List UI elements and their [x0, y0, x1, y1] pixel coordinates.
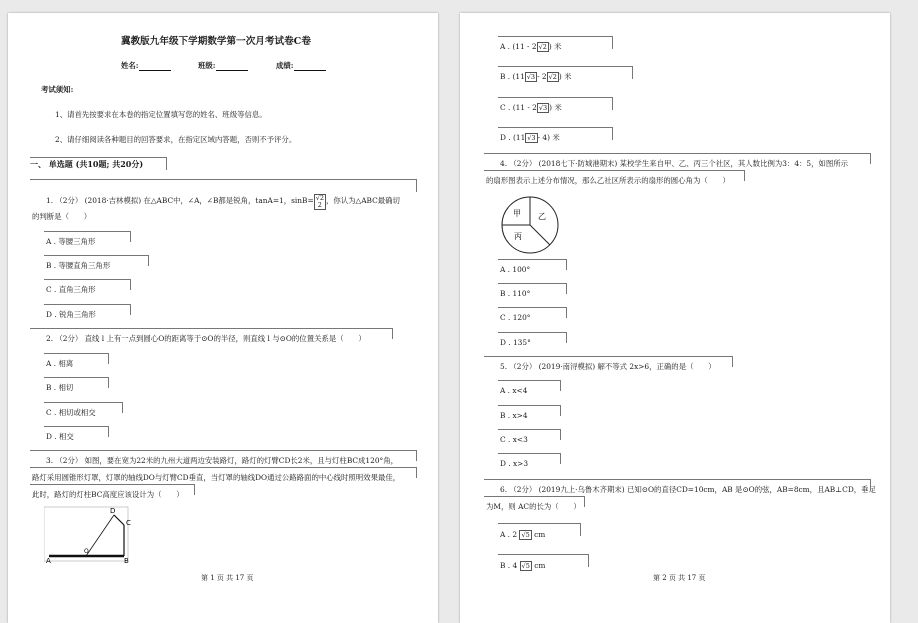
q5-option-b[interactable]: B . x>4: [500, 411, 528, 420]
pie-chart-figure: [500, 195, 562, 257]
prev-option-d[interactable]: D . (11 √3 - 4) 米: [500, 133, 560, 142]
q6-option-b[interactable]: B . 4 √5 cm: [500, 561, 546, 570]
name-blank[interactable]: [139, 70, 171, 71]
q4-option-d[interactable]: D . 135°: [500, 338, 531, 347]
q1-option-a[interactable]: A . 等腰三角形: [46, 237, 96, 246]
q2-option-c[interactable]: C . 相切或相交: [46, 408, 96, 417]
notice-item-2: 2、请仔细阅读各种题目的回答要求，在指定区域内答题，否则不予评分。: [55, 135, 297, 144]
figure-label-a: A: [46, 557, 51, 565]
question-6-stem-line1: 6. （2分） (2019九上·乌鲁木齐期末) 已知⊙O的直径CD=10cm，AB 是⊙O的弦，AB=8cm，且AB⊥CD，垂足: [500, 485, 876, 494]
question-6-stem-line2: 为M，则 AC的长为（ ）: [486, 502, 581, 511]
q1-option-d[interactable]: D . 锐角三角形: [46, 310, 96, 319]
q2-option-a[interactable]: A . 相离: [46, 359, 74, 368]
exam-title: 冀教版九年级下学期数学第一次月考试卷C卷: [121, 36, 311, 47]
fraction-sqrt2-over-2: √2 2: [315, 194, 324, 209]
score-blank[interactable]: [294, 70, 326, 71]
question-1-stem-line2: 的判断是（ ）: [32, 212, 92, 221]
q1-option-c[interactable]: C . 直角三角形: [46, 285, 96, 294]
question-4-stem-line2: 的扇形图表示上述分布情况，那么乙社区所表示的扇形的圆心角为（ ）: [486, 176, 730, 185]
q4-option-b[interactable]: B . 110°: [500, 289, 531, 298]
question-4-stem-line1: 4. （2分） (2018七下·防城港期末) 某校学生来自甲、乙、丙三个社区，其人数比例为3：4：5，如图所示: [500, 159, 849, 168]
notice-item-1: 1、请首先按要求在本卷的指定位置填写您的姓名、班级等信息。: [55, 110, 267, 119]
notice-heading: 考试须知:: [41, 85, 74, 94]
q6-option-a[interactable]: A . 2 √5 cm: [500, 530, 546, 539]
document-page-2: [460, 13, 890, 623]
figure-label-c: C: [126, 519, 131, 527]
streetlight-figure: [44, 505, 132, 565]
figure-label-d: D: [110, 507, 116, 515]
figure-label-b: B: [124, 557, 129, 565]
q5-option-d[interactable]: D . x>3: [500, 459, 529, 468]
prev-option-c[interactable]: C . (11 - 2 √3 ) 米: [500, 103, 562, 112]
page-footer-1: 第 1 页 共 17 页: [201, 574, 254, 582]
pie-label-jia: 甲: [513, 209, 521, 218]
q4-option-c[interactable]: C . 120°: [500, 313, 531, 322]
question-3-stem-line2: 路灯采用圆锥形灯罩，灯罩的轴线DO与灯臂CD垂直，当灯罩的轴线DO通过公路路面的中心线时照明效果最佳，: [32, 473, 401, 482]
pie-label-yi: 乙: [538, 212, 546, 221]
score-field: 成绩:: [276, 61, 326, 71]
question-3-stem-line3: 此时，路灯的灯柱BC高度应该设计为（ ）: [32, 490, 184, 499]
class-field: 班级:: [198, 61, 248, 71]
q2-option-b[interactable]: B . 相切: [46, 383, 74, 392]
prev-option-a[interactable]: A . (11 - 2 √2 ) 米: [500, 42, 562, 51]
question-5-stem: 5. （2分） (2019·南浔模拟) 解不等式 2x>6，正确的是（ ）: [500, 362, 716, 371]
page-footer-2: 第 2 页 共 17 页: [653, 574, 706, 582]
question-3-stem-line1: 3. （2分） 如图，要在宽为22米的九州大道两边安装路灯，路灯的灯臂CD长2米，且与灯柱BC成120°角，: [46, 456, 399, 465]
class-blank[interactable]: [216, 70, 248, 71]
q4-option-a[interactable]: A . 100°: [500, 265, 531, 274]
figure-label-o: O: [84, 548, 89, 555]
q5-option-a[interactable]: A . x<4: [500, 386, 528, 395]
section-heading-single-choice: 一、 单选题 (共10题; 共20分): [30, 159, 144, 169]
pie-label-bing: 丙: [514, 232, 522, 241]
document-page-1: [8, 13, 438, 623]
prev-option-b[interactable]: B . (11 √3 - 2 √2 ) 米: [500, 72, 572, 81]
name-field: 姓名:: [121, 61, 171, 71]
q5-option-c[interactable]: C . x<3: [500, 435, 528, 444]
q2-option-d[interactable]: D . 相交: [46, 432, 74, 441]
question-2-stem: 2. （2分） 直线 l 上有一点到圆心O的距离等于⊙O的半径，则直线 l 与⊙O的位置关系是（ ）: [46, 334, 366, 343]
q1-option-b[interactable]: B . 等腰直角三角形: [46, 261, 111, 270]
question-1-stem: 1. （2分） (2018·吉林模拟) 在△ABC中，∠A，∠B都是锐角，tanA=1，sinB= √2 2 ，你认为△ABC最确切: [46, 194, 400, 209]
